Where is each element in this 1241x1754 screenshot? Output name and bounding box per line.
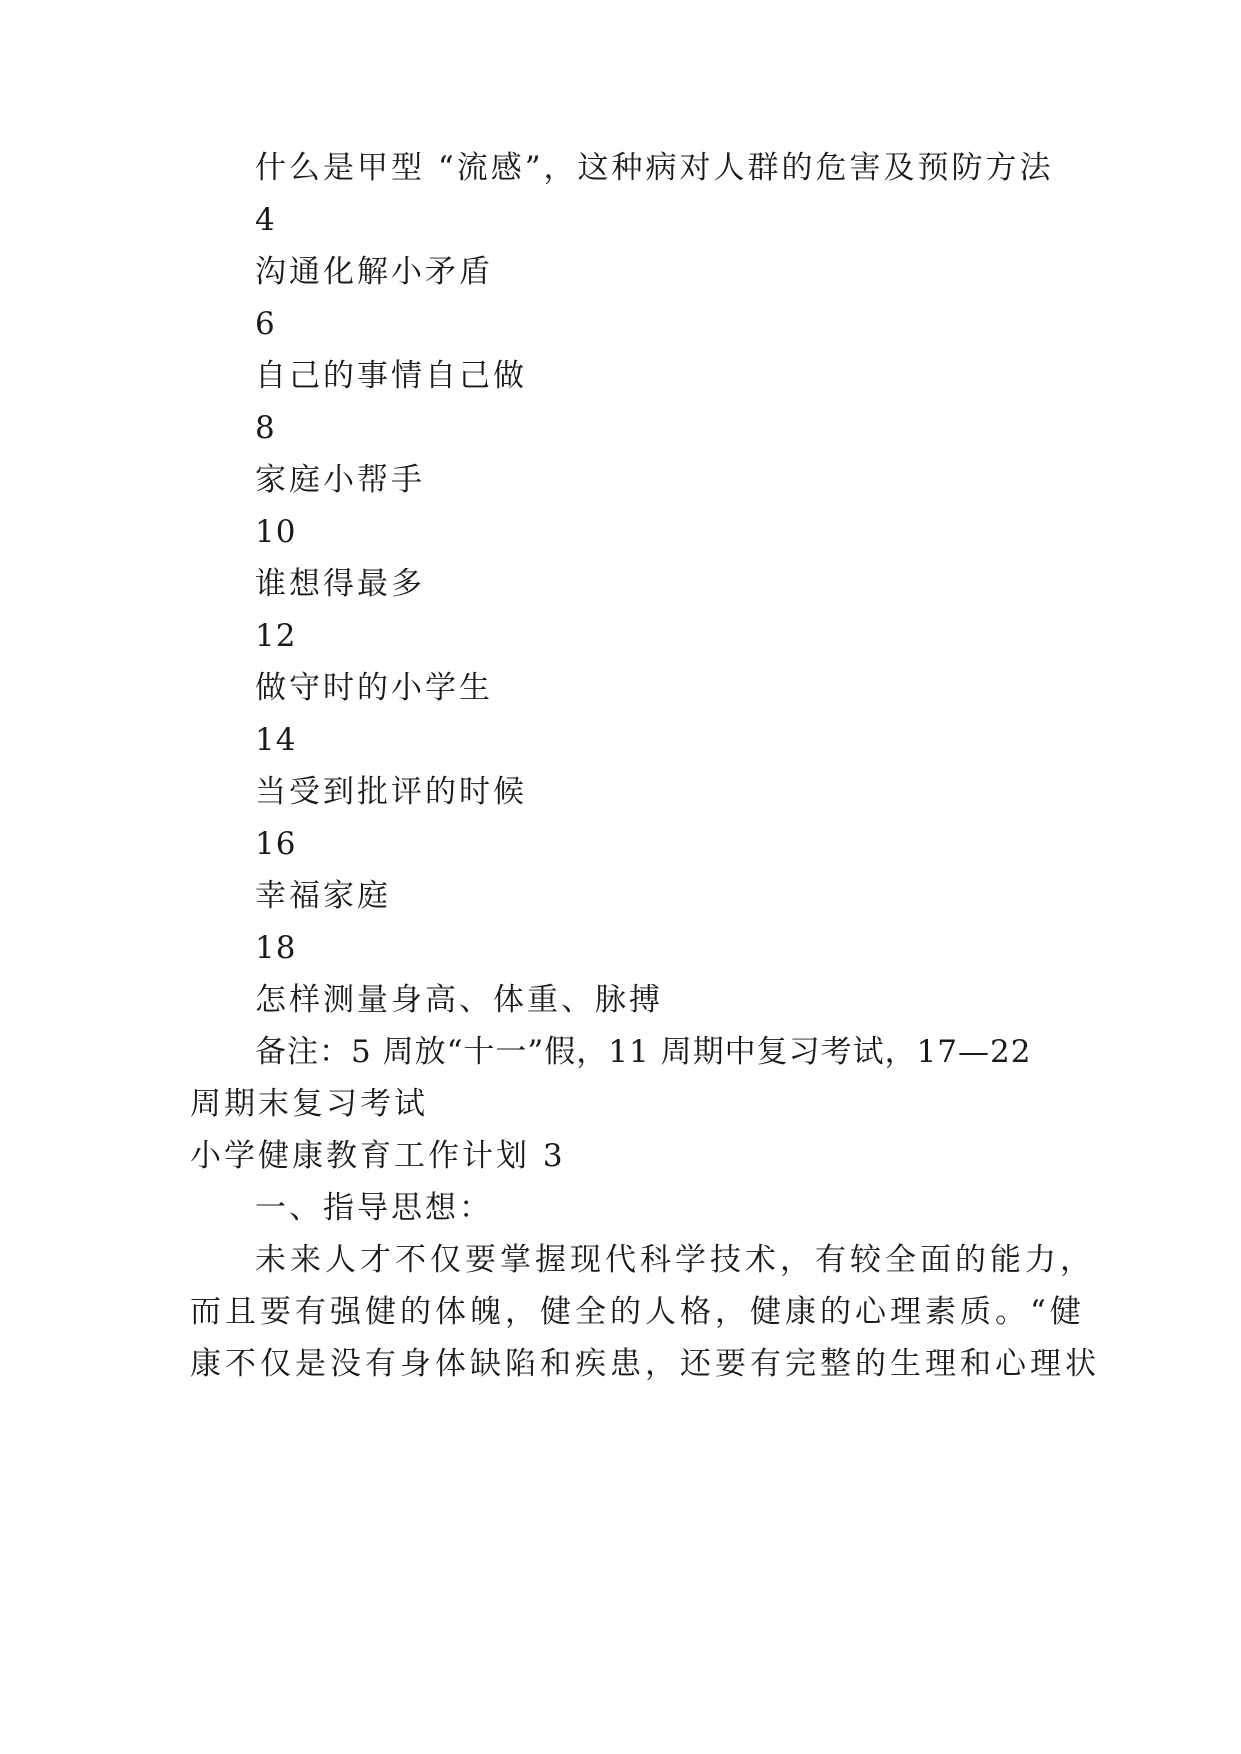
paragraph-line: 康不仅是没有身体缺陷和疾患，还要有完整的生理和心理状 <box>190 1346 1100 1382</box>
schedule-topic: 什么是甲型 “流感”，这种病对人群的危害及预防方法 <box>255 150 1054 186</box>
schedule-topic: 谁想得最多 <box>255 566 425 602</box>
note-line: 周期末复习考试 <box>190 1086 428 1122</box>
paragraph-line: 未来人才不仅要掌握现代科学技术，有较全面的能力， <box>255 1242 1095 1278</box>
schedule-week: 12 <box>255 618 297 654</box>
schedule-topic: 当受到批评的时候 <box>255 774 527 810</box>
subheading: 一、指导思想： <box>255 1190 493 1226</box>
schedule-topic: 自己的事情自己做 <box>255 358 527 394</box>
schedule-week: 10 <box>255 514 297 550</box>
schedule-topic: 做守时的小学生 <box>255 670 493 706</box>
paragraph-line: 而且要有强健的体魄，健全的人格，健康的心理素质。“健 <box>190 1294 1085 1330</box>
section-title: 小学健康教育工作计划 3 <box>190 1138 566 1174</box>
schedule-week: 14 <box>255 722 297 758</box>
schedule-topic: 沟通化解小矛盾 <box>255 254 493 290</box>
schedule-week: 18 <box>255 930 297 966</box>
note-line: 备注：5 周放“十一”假，11 周期中复习考试，17—22 <box>255 1034 1032 1070</box>
schedule-week: 8 <box>255 410 276 446</box>
schedule-week: 16 <box>255 826 297 862</box>
schedule-topic: 怎样测量身高、体重、脉搏 <box>255 982 663 1018</box>
schedule-week: 4 <box>255 202 276 238</box>
schedule-topic: 幸福家庭 <box>255 878 391 914</box>
schedule-topic: 家庭小帮手 <box>255 462 425 498</box>
schedule-week: 6 <box>255 306 276 342</box>
